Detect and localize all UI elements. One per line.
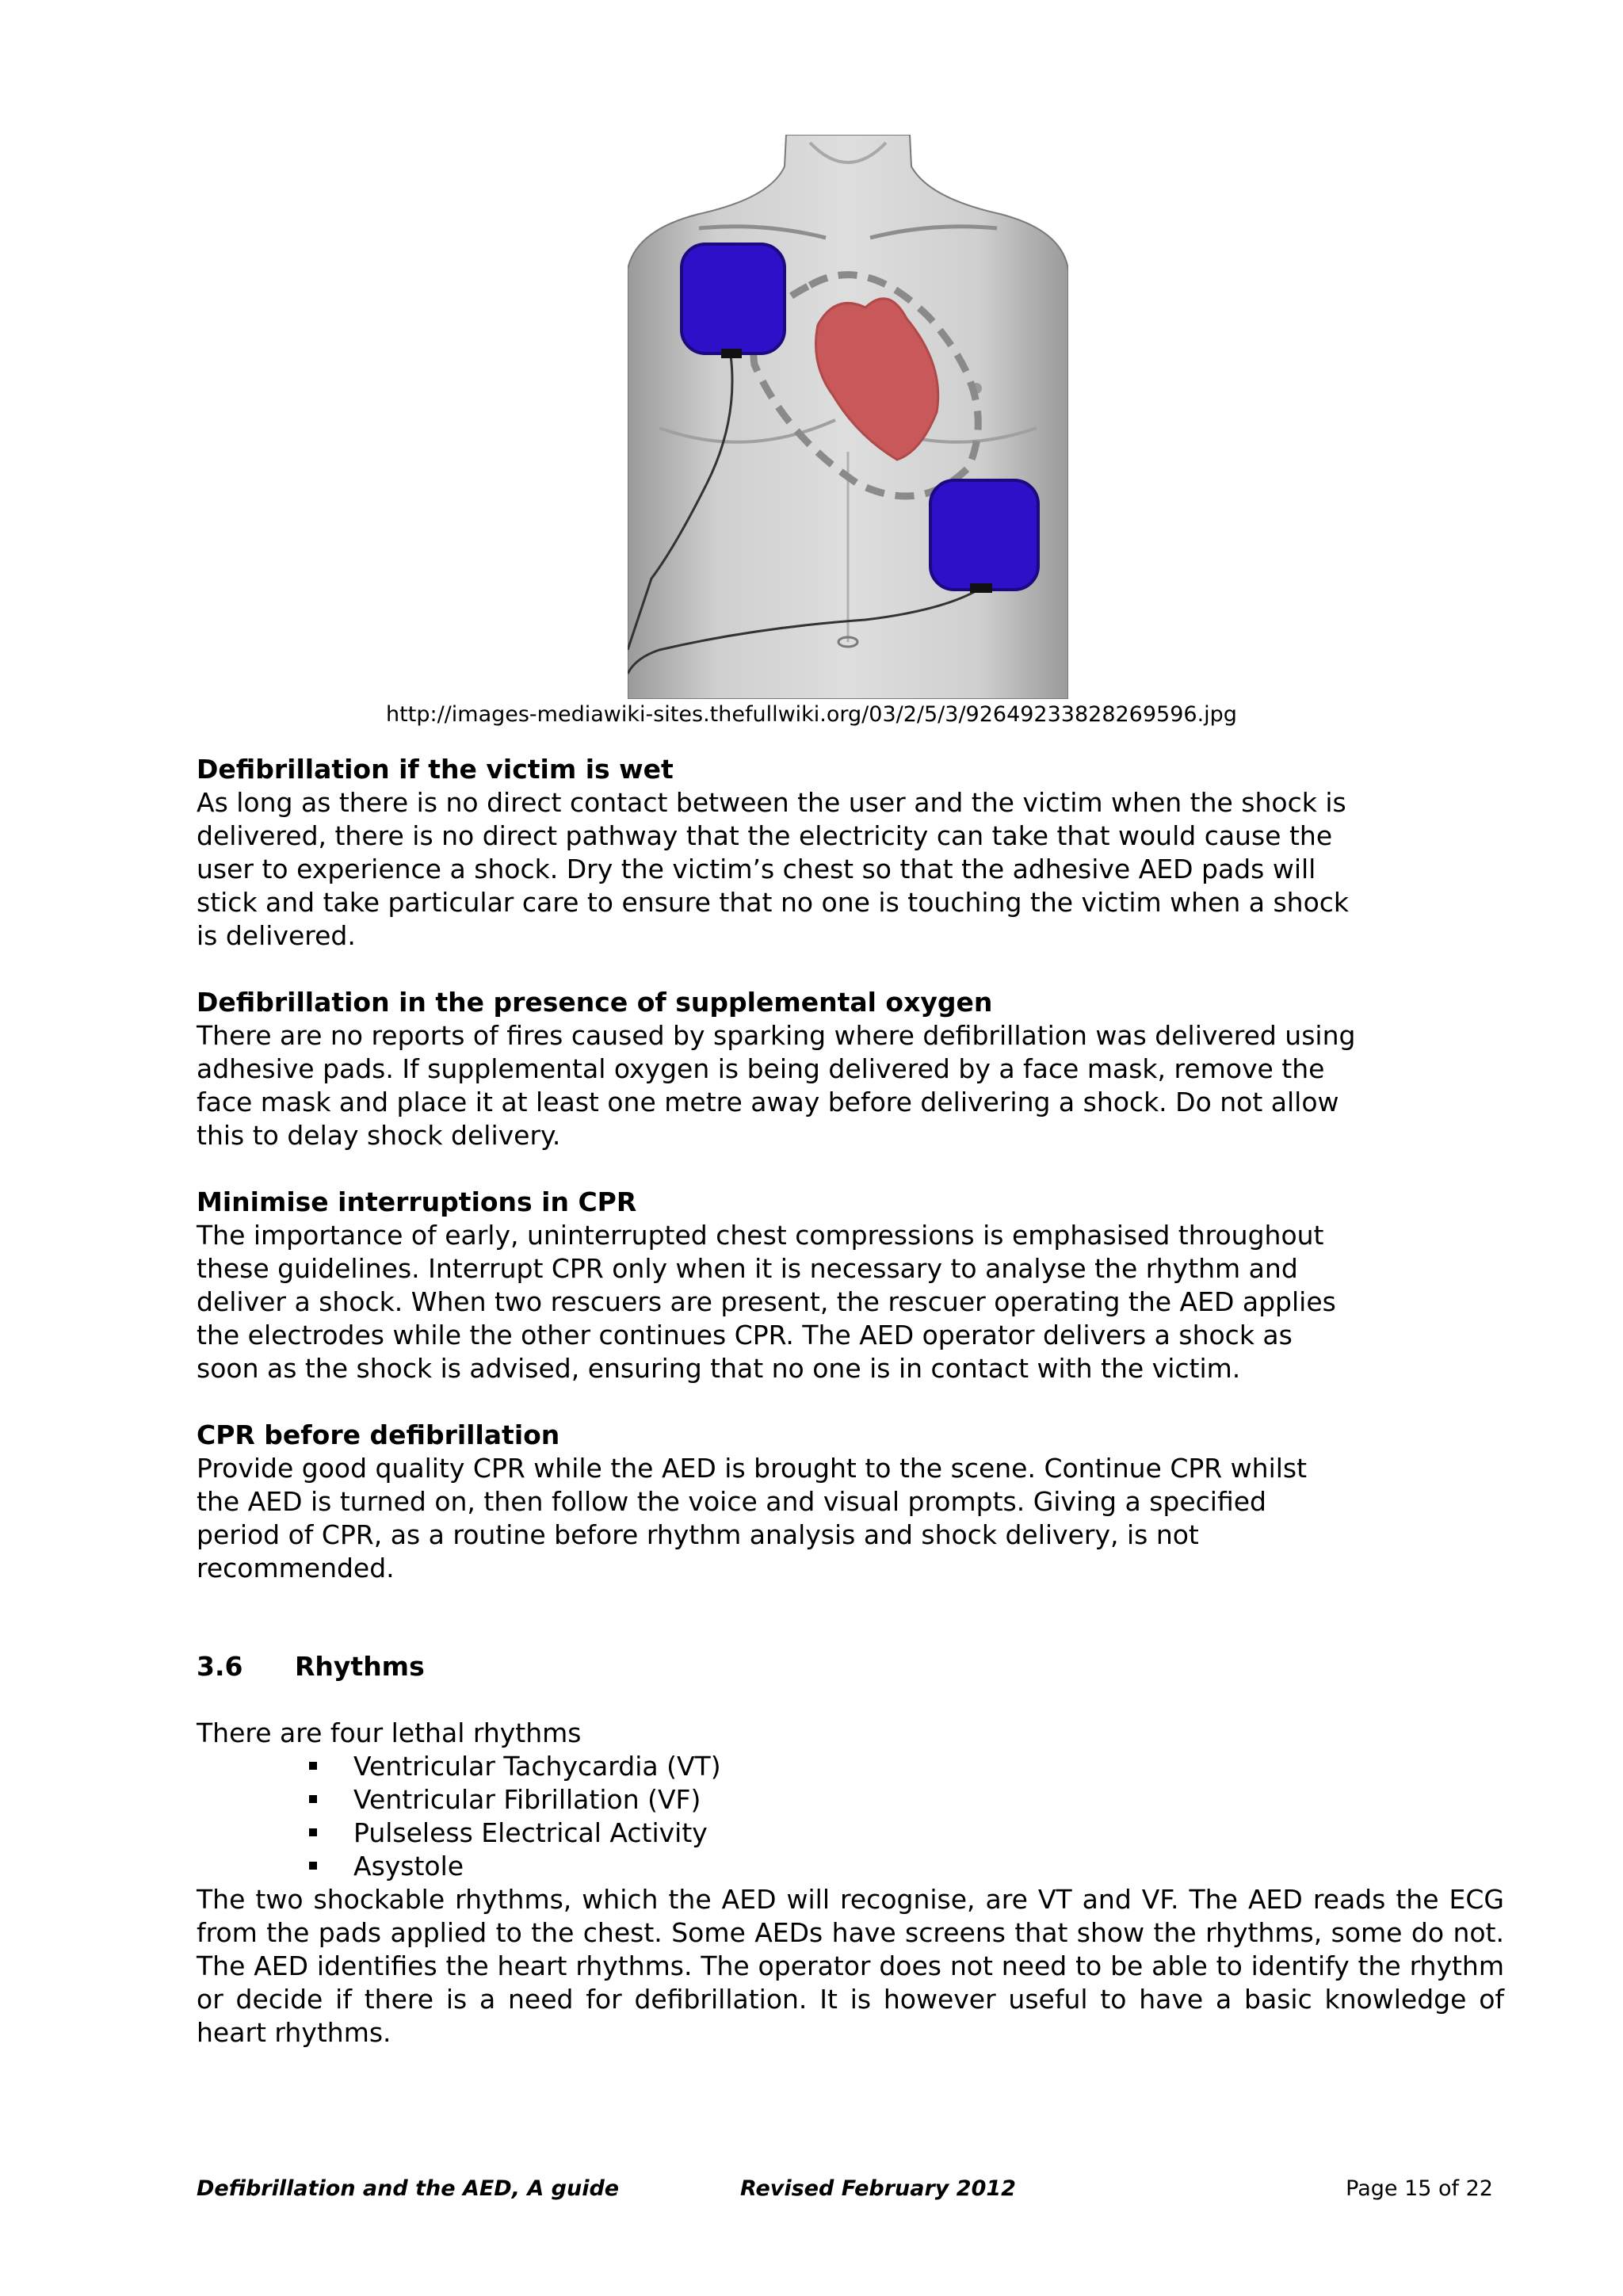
list-item-text: Pulseless Electrical Activity: [353, 1817, 708, 1848]
document-body: [197, 753, 1504, 2050]
aed-pad-right-upper-chest: [682, 244, 785, 353]
bullet-icon: [309, 1795, 317, 1803]
list-item: [353, 1850, 1504, 1883]
text-line: the electrodes while the other continues CPR. The AED operator delivers a shock as: [197, 1320, 1293, 1350]
list-item: [353, 1750, 1504, 1783]
text-line: user to experience a shock. Dry the victim’s chest so that the adhesive AED pads will: [197, 854, 1316, 884]
list-item-text: Ventricular Fibrillation (VF): [353, 1784, 701, 1815]
section-title: Rhythms: [295, 1651, 425, 1682]
chest-illustration: [628, 135, 1068, 699]
section-heading: Defibrillation if the victim is wet: [197, 754, 674, 785]
section-3-6-heading: [197, 1650, 1504, 1683]
text-line: these guidelines. Interrupt CPR only when it is necessary to analyse the rhythm and: [197, 1253, 1298, 1284]
aed-pad-left-lower-chest: [930, 480, 1038, 590]
text-line: There are no reports of fires caused by sparking where defibrillation was delivered using: [197, 1020, 1356, 1051]
text-line: The importance of early, uninterrupted chest compressions is emphasised throughout: [197, 1220, 1324, 1251]
list-item-text: Ventricular Tachycardia (VT): [353, 1751, 721, 1782]
section-paragraph: [197, 1219, 1504, 1385]
aed-pad-placement-figure: [628, 135, 1068, 699]
list-item: [353, 1783, 1504, 1817]
text-line: delivered, there is no direct pathway that the electricity can take that would cause the: [197, 820, 1333, 851]
rhythms-intro: There are four lethal rhythms: [197, 1717, 582, 1748]
bullet-icon: [309, 1828, 317, 1836]
rhythms-list: [197, 1750, 1504, 1883]
text-line: Provide good quality CPR while the AED is brought to the scene. Continue CPR whilst: [197, 1453, 1308, 1484]
pad-connector-left: [721, 349, 742, 358]
section-cpr-before-defib: [197, 1419, 1504, 1585]
section-supplemental-oxygen: [197, 986, 1504, 1152]
section-paragraph: [197, 786, 1504, 953]
pad-connector-right: [970, 583, 992, 593]
section-heading: Minimise interruptions in CPR: [197, 1186, 637, 1217]
text-line: recommended.: [197, 1553, 395, 1584]
text-line: As long as there is no direct contact between the user and the victim when the shock is: [197, 787, 1346, 818]
section-number: 3.6: [197, 1651, 243, 1682]
text-line: the AED is turned on, then follow the voice and visual prompts. Giving a specified: [197, 1486, 1266, 1517]
list-item-text: Asystole: [353, 1851, 464, 1881]
section-minimise-interruptions: [197, 1186, 1504, 1385]
footer-revised: Revised February 2012: [740, 2176, 1016, 2201]
list-item: [353, 1817, 1504, 1850]
page-footer: [197, 2175, 1493, 2206]
bullet-icon: [309, 1862, 317, 1870]
text-line: period of CPR, as a routine before rhythm analysis and shock delivery, is not: [197, 1519, 1199, 1550]
page-number: Page 15 of 22: [1346, 2176, 1493, 2201]
section-heading: CPR before defibrillation: [197, 1419, 560, 1450]
text-line: deliver a shock. When two rescuers are present, the rescuer operating the AED applies: [197, 1286, 1336, 1317]
section-paragraph: [197, 1452, 1504, 1585]
section-paragraph: [197, 1019, 1504, 1152]
section-heading: Defibrillation in the presence of supplemental oxygen: [197, 987, 993, 1018]
text-line: adhesive pads. If supplemental oxygen is being delivered by a face mask, remove the: [197, 1053, 1325, 1084]
figure-caption: http://images-mediawiki-sites.thefullwiki.org/03/2/5/3/92649233828269596.jpg: [386, 702, 1237, 727]
section-wet-victim: [197, 753, 1504, 953]
text-line: face mask and place it at least one metre away before delivering a shock. Do not allow: [197, 1087, 1339, 1117]
bullet-icon: [309, 1762, 317, 1770]
text-line: this to delay shock delivery.: [197, 1120, 561, 1151]
rhythms-paragraph: The two shockable rhythms, which the AED will recognise, are VT and VF. The AED reads the ECG from the pads applied to the chest. Some AEDs have screens that show the rhythms, some do not. The AED identifies the heart rhythms. The operator does not need to be able to identify the rhythm or decide if there is a need for defibrillation. It is however useful to have a basic knowledge of heart rhythms.: [197, 1884, 1504, 2048]
text-line: is delivered.: [197, 920, 356, 951]
text-line: stick and take particular care to ensure that no one is touching the victim when a shock: [197, 887, 1350, 918]
text-line: soon as the shock is advised, ensuring that no one is in contact with the victim.: [197, 1353, 1241, 1384]
footer-title: Defibrillation and the AED, A guide: [197, 2176, 620, 2201]
